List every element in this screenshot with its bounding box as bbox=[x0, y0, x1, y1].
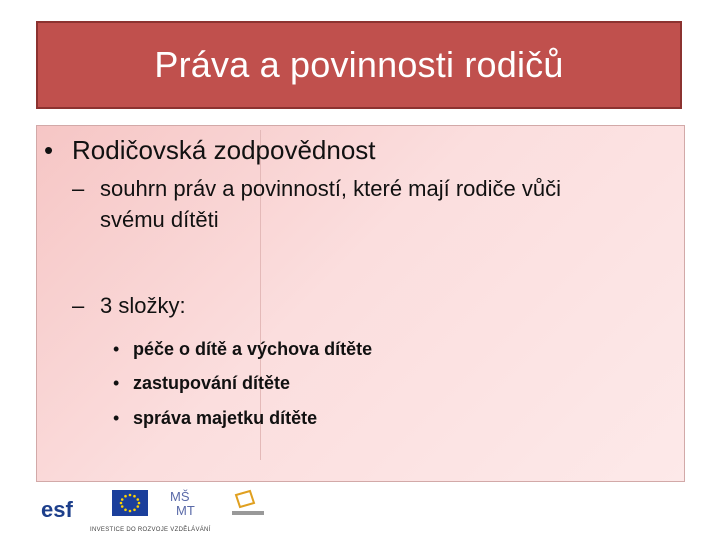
dash-icon: – bbox=[72, 176, 85, 201]
sub-bullet-definition bbox=[72, 173, 672, 235]
bullet-level1 bbox=[44, 135, 376, 166]
title-banner bbox=[36, 21, 682, 109]
bullet-dot-icon: • bbox=[44, 135, 54, 165]
list-item-text: správa majetku dítěte bbox=[133, 408, 318, 428]
svg-text:MŠ: MŠ bbox=[170, 489, 190, 504]
footer-caption: INVESTICE DO ROZVOJE VZDĚLÁVÁNÍ bbox=[90, 527, 211, 533]
sub-bullet-components bbox=[72, 290, 186, 321]
list-item bbox=[113, 339, 372, 360]
definition-line2: svému dítěti bbox=[100, 207, 219, 232]
bullet-dot-icon: • bbox=[113, 408, 120, 428]
definition-line1: souhrn práv a povinností, které mají rodiče vůči bbox=[100, 176, 562, 201]
list-item bbox=[113, 408, 317, 429]
svg-text:esf: esf bbox=[41, 497, 73, 522]
bullet-dot-icon: • bbox=[113, 373, 120, 393]
bullet-text: Rodičovská zodpovědnost bbox=[72, 135, 376, 165]
logo-strip bbox=[40, 487, 280, 537]
msmt-logo-icon bbox=[168, 487, 202, 517]
op-logo-icon bbox=[230, 489, 266, 519]
list-item bbox=[113, 373, 290, 394]
eu-flag-icon bbox=[112, 490, 148, 516]
esf-logo-icon bbox=[40, 493, 78, 523]
dash-icon: – bbox=[72, 293, 85, 318]
svg-text:MT: MT bbox=[176, 503, 195, 517]
list-item-text: péče o dítě a výchova dítěte bbox=[133, 339, 373, 359]
list-item-text: zastupování dítěte bbox=[133, 373, 291, 393]
components-label: 3 složky: bbox=[100, 293, 186, 318]
bullet-dot-icon: • bbox=[113, 339, 120, 359]
slide-title: Práva a povinnosti rodičů bbox=[154, 44, 564, 85]
